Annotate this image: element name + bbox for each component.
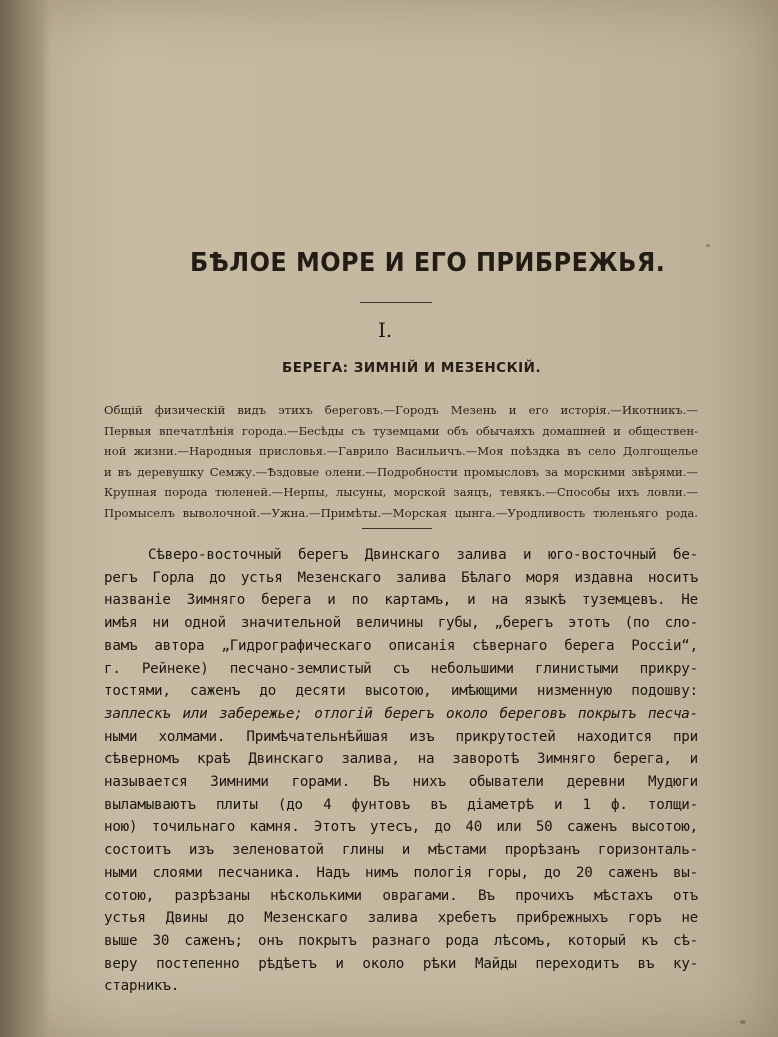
paper-speck: [740, 1020, 746, 1024]
chapter-summary: [104, 400, 698, 523]
body-line: ными слоями песчаника. Надъ нимъ пологія горы, до 20 саженъ вы-: [104, 864, 698, 881]
body-line: выше 30 саженъ; онъ покрытъ разнаго рода лѣсомъ, который къ сѣ-: [104, 932, 698, 949]
body-line: регъ Горла до устья Мезенскаго залива Бѣлаго моря издавна носитъ: [104, 569, 698, 586]
body-line: Сѣверо-восточный берегъ Двинскаго залива и юго-восточный бе-: [148, 547, 698, 563]
body-line: выламываютъ плиты (до 4 фунтовъ въ діаметрѣ и 1 ф. толщи-: [104, 796, 698, 813]
body-line: веру постепенно рѣдѣетъ и около рѣки Майды переходитъ въ ку-: [104, 955, 698, 972]
title-divider: [360, 302, 432, 303]
page-title: БѢЛОЕ МОРЕ И ЕГО ПРИБРЕЖЬЯ.: [190, 248, 666, 278]
summary-line: Первыя впечатлѣнія города.—Бесѣды съ туземцами объ обычаяхъ домашней и обществен-: [104, 423, 698, 438]
body-line: ною) точильнаго камня. Этотъ утесъ, до 40 или 50 саженъ высотою,: [104, 819, 698, 836]
body-line: устья Двины до Мезенскаго залива хребетъ прибрежныхъ горъ не: [104, 910, 698, 927]
body-line: называется Зимними горами. Въ нихъ обыватели деревни Мудюги: [104, 774, 698, 791]
body-line: состоитъ изъ зеленоватой глины и мѣстами прорѣзанъ горизонталь-: [104, 842, 698, 859]
body-line: названіе Зимняго берега и по картамъ, и на языкѣ туземцевъ. Не: [104, 592, 698, 609]
summary-line: ной жизни.—Народныя присловья.—Гаврило Васильичъ.—Моя поѣздка въ село Долгощелье: [104, 444, 698, 458]
body-line: старникъ.: [104, 978, 180, 995]
body-line: сотою, разрѣзаны нѣсколькими оврагами. Въ прочихъ мѣстахъ отъ: [104, 887, 698, 904]
body-line: имѣя ни одной значительной величины губы, „берегъ этотъ (по сло-: [104, 615, 698, 632]
summary-divider: [362, 528, 432, 529]
body-paragraph: [104, 544, 698, 998]
chapter-number: I.: [378, 318, 393, 342]
summary-line: Крупная порода тюленей.—Нерпы, лысуны, морской заяцъ, тевякъ.—Способы ихъ ловли.—: [104, 485, 698, 499]
summary-line: Промыселъ выволочной.—Ужна.—Примѣты.—Морская цынга.—Уродливость тюленьяго рода.: [104, 505, 698, 520]
body-line: заплескъ или забережье; отлогій берегъ около береговъ покрытъ песча-: [104, 705, 698, 722]
body-line: ными холмами. Примѣчательнѣйшая изъ прикрутостей находится при: [104, 728, 698, 745]
paper-speck: [706, 244, 710, 247]
body-line: вамъ автора „Гидрографическаго описанія сѣвернаго берега Россіи“,: [104, 637, 698, 654]
body-line: г. Рейнеке) песчано-землистый съ небольшими глинистыми прикру-: [104, 660, 698, 677]
chapter-title: БЕРЕГА: ЗИМНІЙ И МЕЗЕНСКІЙ.: [282, 360, 542, 376]
summary-line: Общій физическій видъ этихъ береговъ.—Городъ Мезень и его исторія.—Икотникъ.—: [104, 403, 698, 417]
body-line: тостями, саженъ до десяти высотою, имѣющими низменную подошву:: [104, 683, 698, 700]
summary-line: и въ деревушку Семжу.—Ѣздовые олени.—Подробности промысловъ за морскими звѣрями.—: [104, 464, 698, 479]
body-line: сѣверномъ краѣ Двинскаго залива, на заворотѣ Зимняго берега, и: [104, 751, 698, 768]
